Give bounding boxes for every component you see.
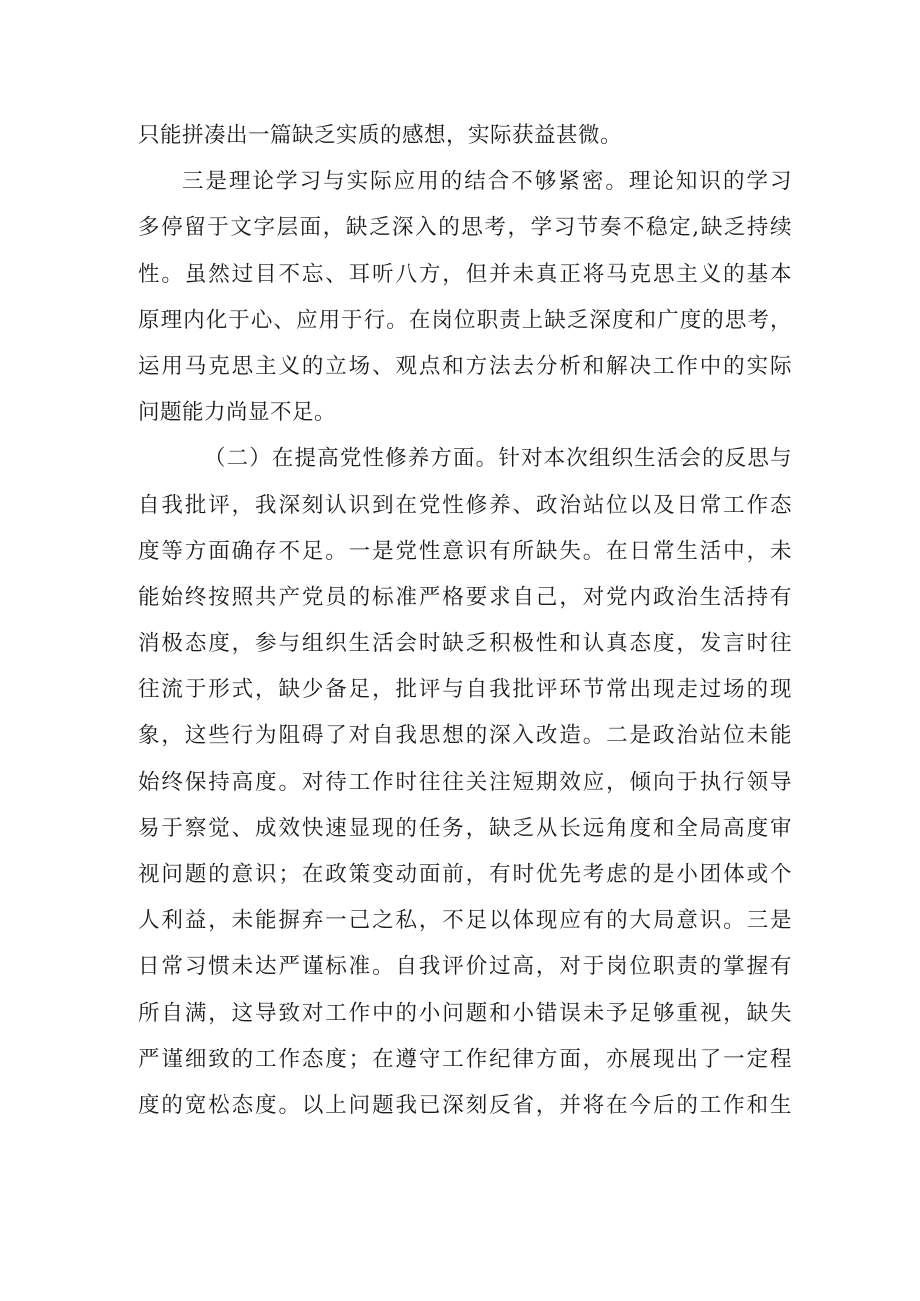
text-line: 多停留于文字层面，缺乏深入的思考，学习节奏不稳定,缺乏持续 [138, 215, 792, 241]
text-line: 性。虽然过目不忘、耳听八方，但并未真正将马克思主义的基本 [138, 261, 792, 287]
text-line: 易于察觉、成效快速显现的任务，缺乏从长远角度和全局高度审 [138, 815, 792, 841]
text-line: （二）在提高党性修养方面。针对本次组织生活会的反思与 [204, 446, 792, 472]
paragraph-theory-practice [138, 159, 792, 436]
text-line: 只能拼凑出一篇缺乏实质的感想，实际获益甚微。 [138, 123, 623, 148]
text-line: 日常习惯未达严谨标准。自我评价过高，对于岗位职责的掌握有 [138, 954, 792, 980]
text-line: 象，这些行为阻碍了对自我思想的深入改造。二是政治站位未能 [138, 723, 792, 749]
text-line: 度等方面确存不足。一是党性意识有所缺失。在日常生活中，未 [138, 538, 792, 564]
text-line: 所自满，这导致对工作中的小问题和小错误未予足够重视，缺失 [138, 1000, 792, 1026]
text-line: 消极态度，参与组织生活会时缺乏积极性和认真态度，发言时往 [138, 631, 792, 657]
text-line: 往流于形式，缺少备足，批评与自我批评环节常出现走过场的现 [138, 677, 792, 703]
text-line: 视问题的意识；在政策变动面前，有时优先考虑的是小团体或个 [138, 862, 792, 887]
text-line: 运用马克思主义的立场、观点和方法去分析和解决工作中的实际 [138, 353, 792, 379]
text-line: 自我批评，我深刻认识到在党性修养、政治站位以及日常工作态 [138, 492, 792, 518]
text-line: 问题能力尚显不足。 [138, 400, 337, 426]
text-line: 能始终按照共产党员的标准严格要求自己，对党内政治生活持有 [138, 584, 792, 610]
text-line: 度的宽松态度。以上问题我已深刻反省，并将在今后的工作和生 [138, 1092, 792, 1118]
text-line: 原理内化于心、应用于行。在岗位职责上缺乏深度和广度的思考， [138, 307, 792, 333]
paragraph-party-cultivation [138, 436, 792, 1129]
text-line: 严谨细致的工作态度；在遵守工作纪律方面，亦展现出了一定程 [138, 1046, 792, 1072]
paragraph-continuation [138, 113, 792, 159]
document-body [138, 113, 792, 1129]
text-line: 三是理论学习与实际应用的结合不够紧密。理论知识的学习 [182, 169, 792, 195]
text-line: 始终保持高度。对待工作时往往关注短期效应，倾向于执行领导 [138, 769, 792, 795]
text-line: 人利益，未能摒弃一己之私，不足以体现应有的大局意识。三是 [138, 908, 792, 934]
